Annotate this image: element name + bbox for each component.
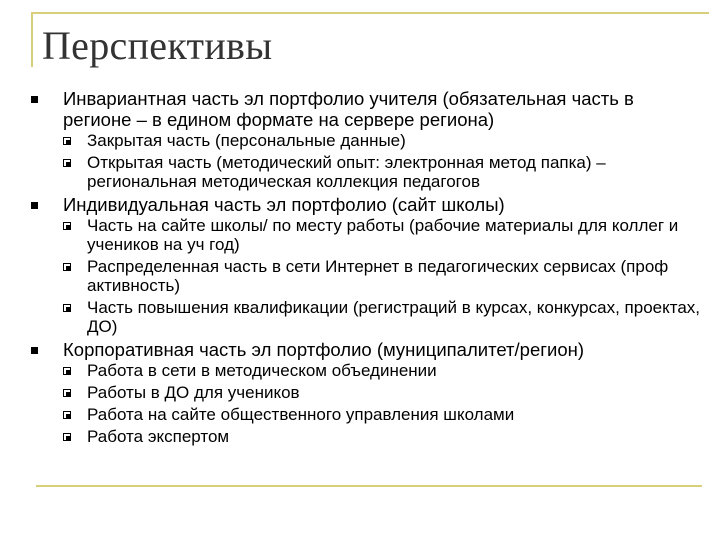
sub-list-item-text: Часть на сайте школы/ по месту работы (рабочие материалы для коллег и учеников на уч год)	[87, 216, 679, 254]
sub-list-item	[87, 298, 702, 336]
checkbox-bullet-icon	[63, 159, 71, 167]
checkbox-bullet-icon	[63, 222, 71, 230]
square-bullet-icon	[31, 96, 38, 103]
sub-list-item-text: Работа на сайте общественного управления школами	[87, 405, 515, 424]
list-item-text: Инвариантная часть эл портфолио учителя (обязательная часть в регионе – в едином формате на сервере региона)	[63, 88, 634, 130]
sub-list-item-text: Часть повышения квалификации (регистраций в курсах, конкурсах, проектах, ДО)	[87, 298, 701, 336]
sub-list-item	[87, 427, 702, 446]
sub-list-item	[87, 405, 702, 424]
decorative-top-line	[31, 12, 709, 14]
list-item-text: Корпоративная часть эл портфолио (муниципалитет/регион)	[63, 339, 584, 360]
list-item	[30, 339, 702, 446]
decorative-vertical-line	[31, 12, 33, 67]
list-item	[30, 194, 702, 336]
sub-list	[63, 216, 702, 336]
sub-list-item-text: Работа в сети в методическом объединении	[87, 361, 437, 380]
sub-list-item-text: Работы в ДО для учеников	[87, 383, 300, 402]
checkbox-bullet-icon	[63, 263, 71, 271]
square-bullet-icon	[31, 347, 38, 354]
sub-list-item-text: Закрытая часть (персональные данные)	[87, 131, 406, 150]
sub-list-item	[87, 131, 702, 150]
bullet-list	[30, 88, 702, 449]
sub-list-item	[87, 257, 702, 295]
square-bullet-icon	[31, 202, 38, 209]
sub-list-item-text: Открытая часть (методический опыт: электронная метод папка) – региональная методическая коллекция педагогов	[87, 153, 606, 191]
sub-list-item	[87, 153, 702, 191]
list-item-text: Индивидуальная часть эл портфолио (сайт школы)	[63, 194, 505, 215]
sub-list-item-text: Распределенная часть в сети Интернет в педагогических сервисах (проф активность)	[87, 257, 669, 295]
slide-title: Перспективы	[42, 23, 273, 68]
sub-list-item	[87, 383, 702, 402]
checkbox-bullet-icon	[63, 433, 71, 441]
checkbox-bullet-icon	[63, 411, 71, 419]
checkbox-bullet-icon	[63, 304, 71, 312]
checkbox-bullet-icon	[63, 367, 71, 375]
decorative-bottom-line	[36, 485, 702, 487]
sub-list	[63, 131, 702, 191]
sub-list	[63, 361, 702, 446]
sub-list-item	[87, 361, 702, 380]
list-item	[30, 88, 702, 191]
sub-list-item	[87, 216, 702, 254]
checkbox-bullet-icon	[63, 137, 71, 145]
sub-list-item-text: Работа экспертом	[87, 427, 230, 446]
checkbox-bullet-icon	[63, 389, 71, 397]
